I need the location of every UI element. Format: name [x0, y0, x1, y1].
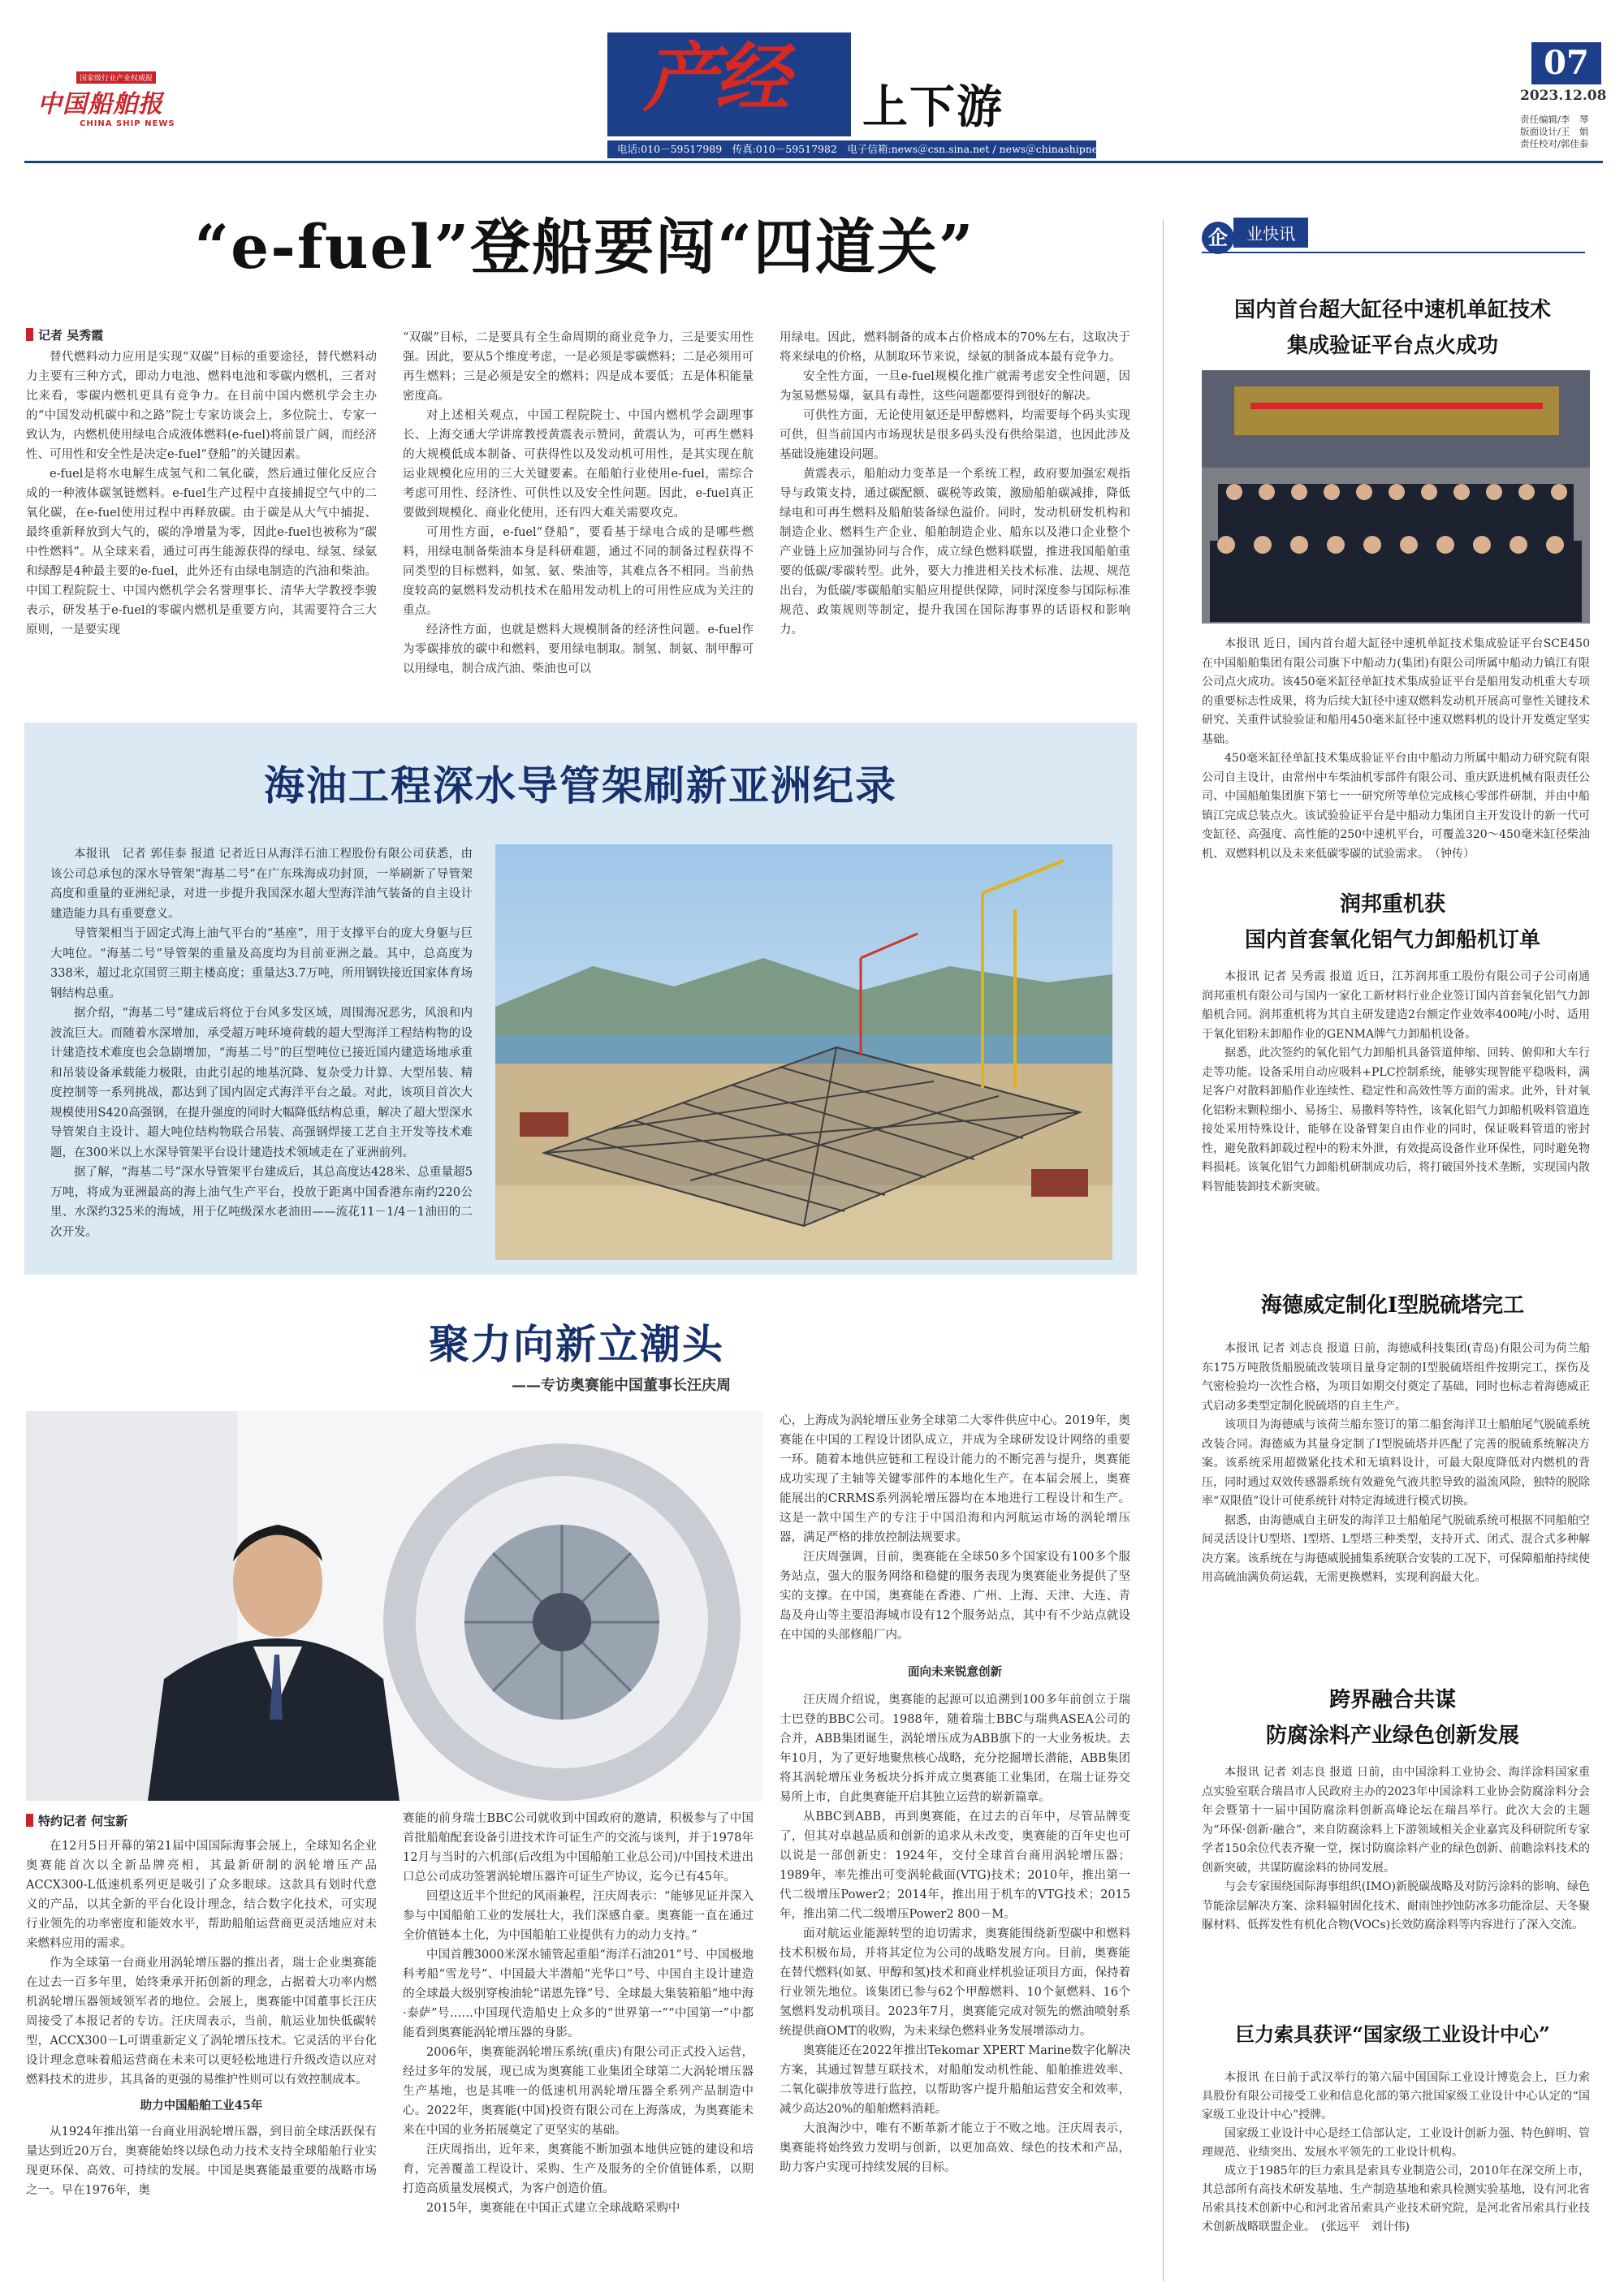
paragraph: 本报讯 记者 刘志良 报道 日前，海德威科技集团(青岛)有限公司为荷兰船东175万吨散货船脱硫改装项目量身定制的Ⅰ型脱硫塔组件按期完工，探伤及气密检验均一次性合格，为项目如期交付奠定了基础，同时也标志着海德威正式启动多类型定制化脱硫塔的自主生产。	[1202, 1342, 1590, 1413]
section-subhead: 面向未来锐意创新	[908, 1665, 1002, 1679]
editor-line: 责任编辑/李 琴	[1520, 114, 1589, 125]
logo-cn: 中国船舶报	[37, 90, 163, 119]
brief-body	[1202, 2069, 1590, 2237]
paragraph: 本报讯 近日，国内首台超大缸径中速机单缸技术集成验证平台SCE450在中国船舶集团有限公司旗下中船动力(集团)有限公司所属中船动力镇江有限公司点火成功。该450毫米缸径单缸技术集成验证平台是船用发动机重大专项的重要标志性成果，将为后续大缸径中速双燃料发动机开展高可靠性关键技术研究、关重件试验验证和船用450毫米缸径中速双燃料机的设计开发奠定坚实基础。	[1202, 637, 1590, 746]
masthead-rule	[24, 161, 1603, 163]
sidebar-label-badge: 企	[1202, 222, 1234, 254]
issue-date: 2023.12.08	[1520, 88, 1607, 104]
paragraph: 从BBC到ABB，再到奥赛能，在过去的百年中，尽管品牌变了，但其对卓越品质和创新的追求从未改变，奥赛能的百年史也可以说是一部创新史：1924年，交付全球首台商用涡轮增压器；1989年，率先推出可变涡轮截面(VTG)技术；2010年，推出第一代二级增压Power2；2014年，推出用于机车的VTG技术；2015年，推出第二代二级增压Power2 800－M。	[780, 1810, 1130, 1921]
cnooc-text	[50, 844, 473, 1242]
editor-list	[1520, 114, 1588, 150]
main-col-3	[780, 328, 1130, 640]
paragraph: 据了解，“海基二号”深水导管架平台建成后，其总高度达428米、总重量超5万吨，将成为亚洲最高的海上油气生产平台，投放于距离中国香港东南约220公里、水深约325米的海域，用于亿吨级深水老油田——流花11－1/4－1油田的二次开发。	[50, 1166, 473, 1239]
paragraph: 该项目为海德威与该荷兰船东签订的第二船套海洋卫士船舶尾气脱硫系统改装合同。海德威为其量身定制了Ⅰ型脱硫塔并匹配了完善的脱硫系统解决方案。该系统采用超微紧化技术和无填料设计，可最大限度降低对内燃机的背压，同时通过双效传感器系统有效避免气液共腔导致的溢流风险，独特的脱除率“双限值”设计可使系统针对特定海域进行模式切换。	[1202, 1418, 1590, 1508]
interview-col-1	[26, 1836, 377, 2200]
brief-body	[1202, 968, 1590, 1197]
paragraph: 成立于1985年的巨力索具是索具专业制造公司，2010年在深交所上市，其总部所有高技术研发基地、生产制造基地和索具检测实验基地，设有河北省吊索具技术创新中心和河北省吊索具产业技术研究院，是河北省吊索具行业技术创新战略联盟企业。 (张远平 刘计伟)	[1202, 2164, 1590, 2233]
logo-tag: 国家级行业产业权威报	[76, 71, 156, 84]
brief-body	[1202, 635, 1590, 864]
paragraph: 2006年，奥赛能涡轮增压系统(重庆)有限公司正式投入运营，经过多年的发展，现已成为奥赛能工业集团全球第二大涡轮增压器生产基地，也是其唯一的低速机用涡轮增压器全系列产品制造中心。2022年，奥赛能(中国)投资有限公司在上海落成，为奥赛能未来在中国的业务拓展奠定了更坚实的基础。	[403, 2046, 754, 2137]
paragraph: 汪庆周介绍说，奥赛能的起源可以追溯到100多年前创立于瑞士巴登的BBC公司。1988年，随着瑞士BBC与瑞典ASEA公司的合并，ABB集团诞生，涡轮增压成为ABB旗下的一大业务板块。去年10月，为了更好地聚焦核心战略，充分挖掘增长潜能，ABB集团将其涡轮增压业务板块分拆并成立奥赛能工业集团，在瑞士证券交易所上市，自此奥赛能开启其独立运营的崭新篇章。	[780, 1694, 1130, 1804]
paragraph: 心，上海成为涡轮增压业务全球第二大零件供应中心。2019年，奥赛能在中国的工程设计团队成立，并成为全球研发设计网络的重要一环。随着本地供应链和工程设计能力的不断完善与提升，奥赛能成功实现了主轴等关键零部件的本地化生产。在本届会展上，奥赛能展出的CRRMS系列涡轮增压器均在本地进行工程设计和生产。这是一款中国生产的专注于中国沿海和内河航运市场的涡轮增压器，满足严格的排放控制法规要求。	[780, 1414, 1130, 1544]
sidebar-label	[1202, 218, 1585, 253]
interview-col-3	[780, 1411, 1130, 2177]
paragraph: 450毫米缸径单缸技术集成验证平台由中船动力所属中船动力研究院有限公司自主设计，由常州中车柴油机零部件有限公司、重庆跃进机械有限责任公司、中国船舶集团旗下第七一一研究所等单位完成核心零部件研制，并由中船镇江完成总装点火。该试验验证平台是中船动力集团自主开发设计的新一代可变缸径、高强度、高性能的250中速机平台，可覆盖320～450毫米缸径柴油机、双燃料机以及未来低碳零碳的试验需求。 （钟传）	[1202, 752, 1590, 861]
paragraph: 汪庆周指出，近年来，奥赛能不断加强本地供应链的建设和培育，完善覆盖工程设计、采购、生产及服务的全价值链体系，以期打造高质量发展模式，为客户创造价值。	[403, 2143, 754, 2195]
brief-body	[1202, 1340, 1590, 1588]
brief-title-line: 巨力索具获评“国家级工业设计中心”	[1235, 2022, 1550, 2046]
brief-title-line: 海德威定制化Ⅰ型脱硫塔完工	[1260, 1293, 1525, 1318]
paragraph: 国家级工业设计中心是经工信部认定，工业设计创新力强、特色鲜明、管理规范、业绩突出、发展水平领先的工业设计机构。	[1202, 2127, 1590, 2159]
paragraph: 汪庆周强调，目前，奥赛能在全球50多个国家设有100多个服务站点，强大的服务网络和稳健的服务表现为奥赛能业务提供了坚实的支撑。在中国，奥赛能在香港、广州、上海、天津、大连、青岛及舟山等主要沿海城市设有12个服务站点，其中有不少站点就设在中国的头部修船厂内。	[780, 1551, 1130, 1642]
main-byline	[26, 326, 103, 343]
brief-title	[1194, 1288, 1592, 1323]
paragraph: e-fuel是将水电解生成氢气和二氧化碳，然后通过催化反应合成的一种液体碳氢链燃料。e-fuel生产过程中直接捕捉空气中的二氧化碳，在e-fuel使用过程中再释放碳。由于碳是从大气中捕捉、最终重新释放到大气的，碳的净增量为零，因此e-fuel也被称为“碳中性燃料”。从全球来看，通过可再生能源获得的绿电、绿氢、绿氨和绿醇是4种最主要的e-fuel，此外还有由绿电制造的汽油和柴油。中国工程院院士、中国内燃机学会名誉理事长、清华大学教授李骏表示，研发基于e-fuel的零碳内燃机是重要方向，其需要符合三大原则，一是要实现	[26, 468, 377, 637]
brief-body	[1202, 1763, 1590, 1936]
paragraph: 用绿电。因此，燃料制备的成本占价格成本的70%左右，这取决于将来绿电的价格，从制取环节来说，绿氨的制备成本最有竞争力。	[780, 331, 1130, 364]
jacket-platform-photo	[495, 844, 1112, 1260]
byline-marker	[26, 1814, 33, 1827]
sidebar-label-text: 业快讯	[1233, 218, 1308, 248]
paragraph: 赛能的前身瑞士BBC公司就收到中国政府的邀请，积极参与了中国首批船舶配套设备引进技术许可证生产的交流与谈判，并于1978年12月与当时的六机部(后改组为中国船舶工业总公司)/中国技术进出口总公司成功签署涡轮增压器许可证生产协议，迄今已有45年。	[403, 1812, 754, 1884]
executive-photo	[26, 1411, 763, 1801]
paragraph: 本报讯 记者 郭佳泰 报道 记者近日从海洋石油工程股份有限公司获悉，由该公司总承包的深水导管架“海基二号”在广东珠海成功封顶，一举刷新了导管架高度和重量的亚洲纪录，对进一步提升我国深水超大型海洋油气装备的自主设计建造能力具有重要意义。	[50, 848, 473, 921]
paragraph: 回望这近半个世纪的风雨兼程，汪庆周表示：“能够见证并深入参与中国船舶工业的发展壮大，我们深感自豪。奥赛能一直在通过全价值链本土化，为中国船舶工业提供有力的动力支持。”	[403, 1890, 754, 1942]
brief-title-line: 防腐涂料产业绿色创新发展	[1265, 1724, 1519, 1748]
paragraph: 导管架相当于固定式海上油气平台的“基座”，用于支撑平台的庞大身躯与巨大吨位。“海基二号”导管架的重量及高度均为目前亚洲之最。其中，总高度为338米，超过北京国贸三期主楼高度；重量达3.7万吨，所用钢铁接近国家体育场钢结构总重。	[50, 927, 473, 1000]
paragraph: 面对航运业能源转型的迫切需求，奥赛能围绕新型碳中和燃料技术积极布局，并将其定位为公司的战略发展方向。目前，奥赛能在替代燃料(如氨、甲醇和氢)技术和商业样机验证项目方面，保持着行业领先地位。该集团已参与62个甲醇燃料、10个氨燃料、16个氢燃料发动机项目。2023年7月，奥赛能完成对领先的燃油喷射系统提供商OMT的收购，为未来绿色燃料业务发展增添动力。	[780, 1927, 1130, 2038]
interview-col-2	[403, 1809, 754, 2218]
main-col-2	[403, 328, 754, 679]
brief-title-line: 跨界融合共谋	[1328, 1688, 1456, 1712]
paragraph: 据介绍，“海基二号”建成后将位于台风多发区域，周围海况恶劣，风浪和内波流巨大。而随着水深增加，承受超万吨环境荷载的超大型海洋工程结构物的设计建造技术难度也会急剧增加，“海基二号”的巨型吨位已接近国内建造场地承重和吊装设备承载能力极限，由此引起的地基沉降、复杂受力计算、大型吊装、精度控制等一系列挑战，都达到了国内固定式海洋平台之最。对此，该项目首次大规模使用S420高强钢，在提升强度的同时大幅降低结构总重，解决了超大型深水导管架自主设计、超大吨位结构物联合吊装、高强钢焊接工艺自主开发等技术难题，在300米以上水深导管架平台设计建造技术领域走在了亚洲前列。	[50, 1007, 473, 1159]
paragraph: 可用性方面，e-fuel“登船”，要看基于绿电合成的是哪些燃料，用绿电制备柴油本身是科研难题，通过不同的制备过程获得不同类型的目标燃料，如氢、氨、柴油等，其难点各不相同。当前热度较高的氨燃料发动机技术在船用发动机上的可用性应成为关注的重点。	[403, 526, 754, 617]
paragraph: 经济性方面，也就是燃料大规模制备的经济性问题。e-fuel作为零碳排放的碳中和燃料，要用绿电制取。制氢、制氨、制甲醇可以用绿电，制合成汽油、柴油也可以	[403, 624, 754, 675]
interview-subtitle: ——专访奥赛能中国董事长汪庆周	[512, 1377, 731, 1394]
group-photo	[1202, 370, 1590, 624]
byline-text: 记者 吴秀霞	[38, 328, 104, 343]
brief-title-line: 润邦重机获	[1339, 892, 1445, 917]
paragraph: 从1924年推出第一台商业用涡轮增压器，到目前全球活跃保有量达到近20万台，奥赛能始终以绿色动力技术支持全球船舶行业实现更环保、高效、可持续的发展。中国是奥赛能最重要的战略市场之一。早在1976年，奥	[26, 2126, 377, 2197]
brief-title-line: 国内首台超大缸径中速机单缸技术	[1233, 298, 1551, 322]
paragraph: 对上述相关观点，中国工程院院士、中国内燃机学会副理事长、上海交通大学讲席教授黄震表示赞同，黄震认为，可再生燃料的大规模低成本制备、可获得性以及发动机可用性，是其实现在航运业规模化应用的三大关键要素。在船舶行业使用e-fuel，需综合考虑可用性、经济性、可供性以及安全性问题。因此，e-fuel真正要做到规模化、商业化使用，还有四大难关需要攻克。	[403, 409, 754, 520]
byline-marker	[26, 328, 33, 341]
paragraph: 可供性方面，无论使用氨还是甲醇燃料，均需要每个码头实现可供，但当前国内市场现状是很多码头没有供给渠道，也因此涉及基础设施建设问题。	[780, 409, 1130, 461]
interview-headline: 聚力向新立潮头	[429, 1320, 724, 1368]
paragraph: 替代燃料动力应用是实现“双碳”目标的重要途径，替代燃料动力主要有三种方式，即动力电池、燃料电池和零碳内燃机，三者对比来看，零碳内燃机更具有竞争力。在目前中国内燃机学会主办的“中国发动机碳中和之路”院士专家访谈会上，多位院士、专家一致认为，内燃机使用绿电合成液体燃料(e-fuel)将前景广阔，而经济性、可用性和安全性是决定e-fuel“登船”的关键因素。	[26, 351, 377, 461]
page-number: 07	[1531, 42, 1601, 84]
cnooc-headline: 海油工程深水导管架刷新亚洲纪录	[264, 762, 897, 809]
section-subhead: 助力中国船舶工业45年	[140, 2099, 263, 2113]
sidebar-divider	[1163, 219, 1164, 2281]
paragraph: 本报讯 记者 吴秀霞 报道 近日，江苏润邦重工股份有限公司子公司南通润邦重机有限公司与国内一家化工新材料行业企业签订国内首套氧化铝气力卸船机合同。润邦重机将为其自主研发建造2台额定作业效率400吨/小时、适用于氧化铝粉末卸船作业的GENMA牌气力卸船机设备。	[1202, 970, 1590, 1041]
newspaper-logo	[37, 68, 175, 128]
brief-title	[1194, 292, 1592, 364]
paragraph: 大浪淘沙中，唯有不断革新才能立于不败之地。汪庆周表示，奥赛能将始终致力发明与创新，以更加高效、绿色的技术和产品，助力客户实现可持续发展的目标。	[780, 2122, 1130, 2174]
section-subtitle: 上下游	[862, 80, 1004, 134]
brief-title	[1194, 1682, 1592, 1754]
editor-line: 责任校对/郭佳泰	[1520, 138, 1589, 149]
paragraph: 奥赛能还在2022年推出Tekomar XPERT Marine数字化解决方案，其通过智慧互联技术，对船舶发动机性能、船舶推进效率、二氧化碳排放等进行监控，以帮助客户提升船舶运营安全和效率，减少高达20%的船舶燃料消耗。	[780, 2044, 1130, 2116]
paragraph: 本报讯 记者 刘志良 报道 日前，由中国涂料工业协会、海洋涂料国家重点实验室联合瑞昌市人民政府主办的2023年中国涂料工业协会防腐涂料分会年会暨第十一届中国防腐涂料创新高峰论坛在瑞昌举行。此次大会的主题为“环保·创新·融合”，来自防腐涂料上下游领域相关企业嘉宾及科研院所专家学者150余位代表齐聚一堂，探讨防腐涂料产业的绿色创新、前瞻涂料技术的创新突破，共谋防腐涂料的协同发展。	[1202, 1766, 1590, 1875]
main-col-1	[26, 347, 377, 640]
logo-en: CHINA SHIP NEWS	[80, 119, 175, 128]
paragraph: 据悉，此次签约的氧化铝气力卸船机具备管道伸缩、回转、俯仰和大车行走等功能。设备采用自动应吸料+PLC控制系统，能够实现智能平稳吸料，满足客户对散料卸船作业连续性、稳定性和高效性等方面的需求。此外，针对氧化铝粉末颗粒细小、易扬尘、易撒料等特性，该氧化铝气力卸船机吸料管道连接处采用特殊设计，能够在设备臂架自由作业的同时，保证吸料管道的密封性，避免散料卸载过程中的粉末外泄，有效提高设备作业环保性，同时避免物料损耗。该氧化铝气力卸船机研制成功后，将打破国外技术垄断，实现国内散料智能装卸技术新突破。	[1202, 1047, 1590, 1193]
paragraph: 黄震表示，船舶动力变革是一个系统工程，政府要加强宏观指导与政策支持，通过碳配额、碳税等政策，激励船舶碳减排，降低绿电和可再生燃料及船舶装备绿色溢价。同时，发动机研发机构和制造企业、燃料生产企业、船舶制造企业、船东以及港口企业整个产业链上应加强协同与合作，成立绿色燃料联盟，推进我国船舶重要的低碳/零碳转型。此外，要大力推进相关技术标准、法规、规范出台，为低碳/零碳船舶实船应用提供保障，同时深度参与国际标准规范、政策规则等制定，提升我国在国际海事界的话语权和影响力。	[780, 468, 1130, 637]
byline-text: 特约记者 何宝新	[38, 1814, 128, 1828]
paragraph: “双碳”目标，二是要具有全生命周期的商业竞争力，三是要实用性强。因此，要从5个维度考虑，一是必须是零碳燃料；二是必须用可再生燃料；三是必须是安全的燃料；四是成本要低；五是体积能量密度高。	[403, 331, 754, 403]
interview-byline	[26, 1812, 127, 1829]
brief-title	[1194, 2018, 1592, 2051]
brief-title	[1194, 887, 1592, 958]
masthead	[0, 0, 1624, 162]
section-title: 产经	[643, 34, 787, 122]
paragraph: 本报讯 在日前于武汉举行的第六届中国国际工业设计博览会上，巨力索具股份有限公司接受工业和信息化部的第六批国家级工业设计中心认定的“国家级工业设计中心”授牌。	[1202, 2071, 1590, 2121]
paragraph: 据悉，由海德威自主研发的海洋卫士船舶尾气脱硫系统可根据不同船舶空间灵活设计U型塔、I型塔、L型塔三种类型，支持开式、闭式、混合式多种解决方案。该系统在与海德威脱捕集系统联合安装的工况下，可保障船舶持续使用高硫油满负荷运载，无需更换燃料，实现利润最大化。	[1202, 1513, 1590, 1584]
paragraph: 2015年，奥赛能在中国正式建立全球战略采购中	[426, 2202, 680, 2215]
brief-title-line: 集成验证平台点火成功	[1286, 334, 1498, 358]
paragraph: 在12月5日开幕的第21届中国国际海事会展上，全球知名企业奥赛能首次以全新品牌亮相，其最新研制的涡轮增压产品ACCX300-L低速机系列更是吸引了众多眼球。这款具有划时代意义的产品，以其全新的平台化设计理念，结合数字化技术，可实现行业领先的功率密度和能效水平，帮助船舶运营商更灵活地应对未来燃料应用的需求。	[26, 1840, 377, 1950]
contact-bar: 电话:010－59517989 传真:010－59517982 电子信箱:news＠csn.sina.net / news＠chinashipnews.com.cn	[607, 140, 1096, 158]
brief-title-line: 国内首套氧化铝气力卸船机订单	[1244, 928, 1540, 952]
paragraph: 与会专家围绕国际海事组织(IMO)新脱碳战略及对防污涂料的影响、绿色节能涂层解决方案、涂料辐射固化技术、耐雨蚀抄蚀防冰多功能涂层、天冬聚脲材料、低挥发性有机化合物(VOCs)长效防腐涂料等内容进行了深入交流。	[1202, 1880, 1590, 1931]
editor-line: 版面设计/王 娟	[1520, 126, 1589, 137]
paragraph: 中国首艘3000米深水铺管起重船“海洋石油201”号、中国极地科考船“雪龙号”、中国最大半潜船“光华口”号、中国自主设计建造的全球最大级别穿梭油轮“诺恩先锋”号、全球最大集装箱船“地中海·泰萨”号……中国现代造船史上众多的“世界第一”“中国第一”中都能看到奥赛能涡轮增压器的身影。	[403, 1949, 754, 2039]
paragraph: 安全性方面，一旦e-fuel规模化推广就需考虑安全性问题，因为氢易燃易爆，氨具有毒性，这些问题都要得到很好的解决。	[780, 370, 1130, 403]
main-headline: “e-fuel”登船要闯“四道关”	[194, 213, 975, 283]
paragraph: 作为全球第一台商业用涡轮增压器的推出者，瑞士企业奥赛能在过去一百多年里，始终秉承开拓创新的理念，占据着大功率内燃机涡轮增压器领域领军者的地位。会展上，奥赛能中国董事长汪庆周接受了本报记者的专访。汪庆周表示，当前，航运业加快低碳转型，ACCX300－L可谓重新定义了涡轮增压技术。它灵活的平台化设计理念意味着船运营商在未来可以更轻松地进行升级改造以应对燃料技术的进步，其具备的更强的易维护性则可以有效控制成本。	[26, 1957, 377, 2087]
